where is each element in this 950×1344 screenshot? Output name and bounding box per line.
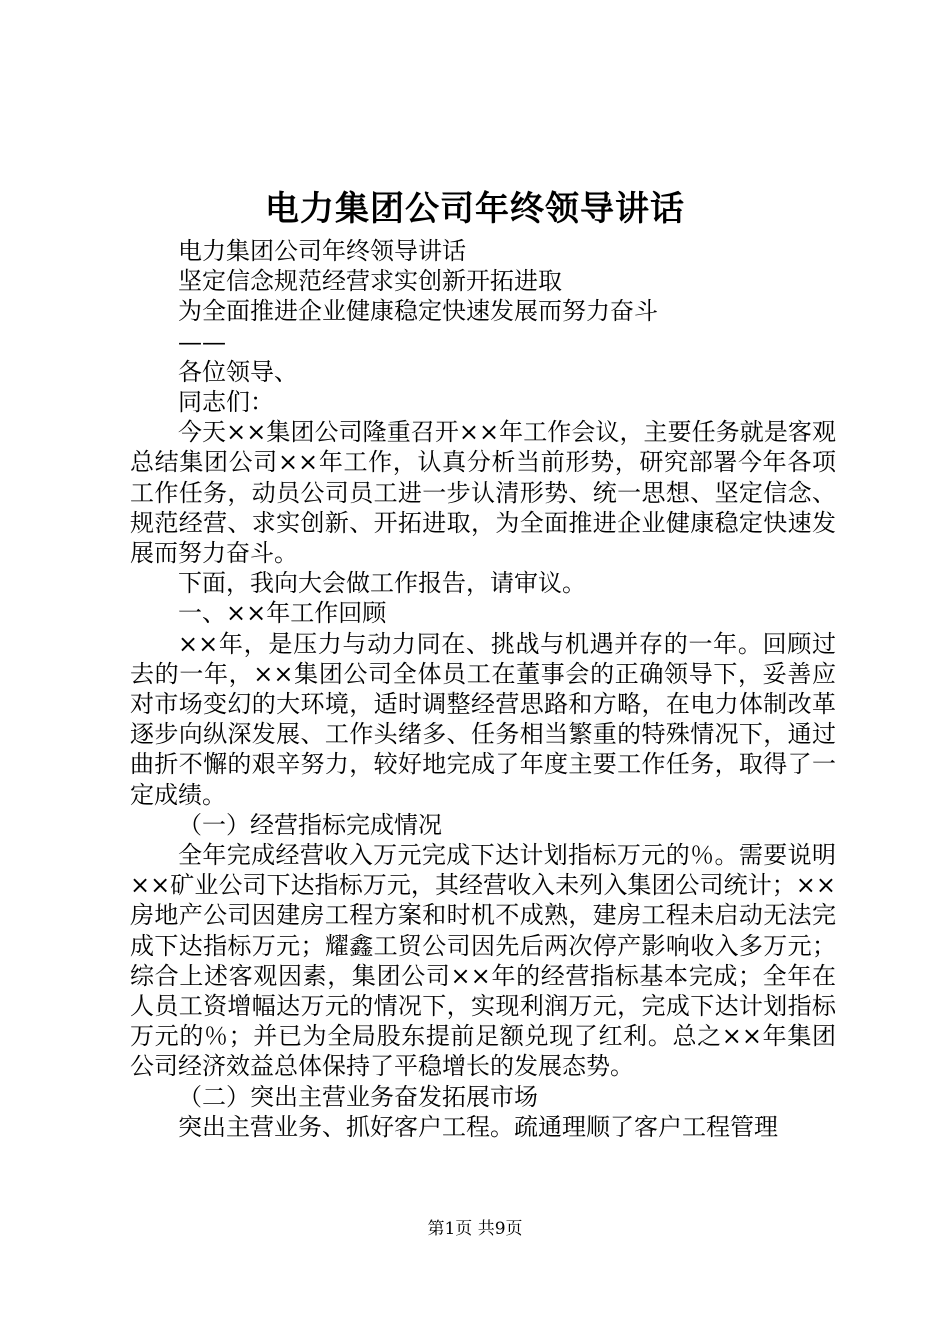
subtitle-line: 电力集团公司年终领导讲话 (178, 237, 466, 265)
body-paragraph: 下面，我向大会做工作报告，请审议。 (178, 569, 586, 598)
dash-line: —— (178, 327, 226, 356)
page-number-footer: 第1页 共9页 (427, 1219, 523, 1239)
subsection-heading: （一）经营指标完成情况 (178, 810, 442, 839)
slogan-line: 坚定信念规范经营求实创新开拓进取 (178, 267, 562, 296)
slogan-line: 为全面推进企业健康稳定快速发展而努力奋斗 (178, 297, 658, 326)
salutation-line: 各位领导、 (178, 357, 298, 386)
subsection-heading: （二）突出主营业务奋发拓展市场 (178, 1082, 538, 1111)
document-body (130, 236, 836, 1142)
salutation-line: 同志们： (178, 388, 274, 417)
body-paragraph: 全年完成经营收入万元完成下达计划指标万元的％。需要说明××矿业公司下达指标万元，其经营收入未列入集团公司统计；××房地产公司因建房工程方案和时机不成熟，建房工程未启动无法完成下达指标万元；耀鑫工贸公司因先后两次停产影响收入多万元；综合上述客观因素，集团公司××年的经营指标基本完成；全年在人员工资增幅达万元的情况下，实现利润万元，完成下达计划指标万元的％；并已为全局股东提前足额兑现了红利。总之××年集团公司经济效益总体保持了平稳增长的发展态势。 (130, 841, 836, 1081)
body-paragraph: ××年，是压力与动力同在、挑战与机遇并存的一年。回顾过去的一年，××集团公司全体员工在董事会的正确领导下，妥善应对市场变幻的大环境，适时调整经营思路和方略，在电力体制改革逐步向纵深发展、工作头绪多、任务相当繁重的特殊情况下，通过曲折不懈的艰辛努力，较好地完成了年度主要工作任务，取得了一定成绩。 (130, 629, 836, 809)
document-title: 电力集团公司年终领导讲话 (265, 189, 685, 229)
body-paragraph: 今天××集团公司隆重召开××年工作会议，主要任务就是客观总结集团公司××年工作，认真分析当前形势，研究部署今年各项工作任务，动员公司员工进一步认清形势、统一思想、坚定信念、规范经营、求实创新、开拓进取，为全面推进企业健康稳定快速发展而努力奋斗。 (130, 418, 836, 568)
section-heading: 一、××年工作回顾 (178, 599, 387, 628)
body-paragraph: 突出主营业务、抓好客户工程。疏通理顺了客户工程管理 (178, 1112, 778, 1141)
